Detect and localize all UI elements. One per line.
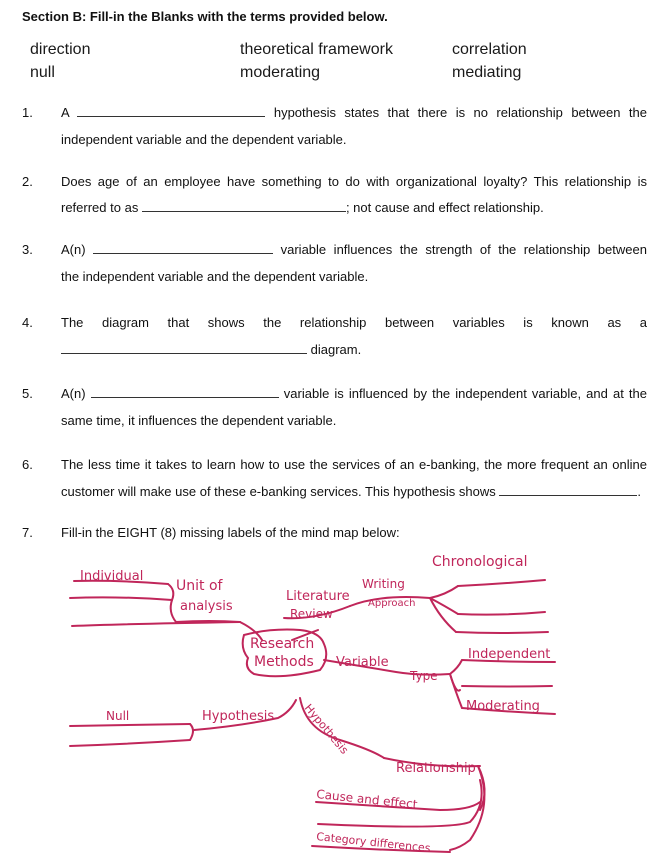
label-hypothesis-left: Hypothesis	[202, 709, 275, 724]
question-2-line-1: Does age of an employee have something to do with organizational loyalty? This relationship is	[61, 174, 647, 189]
label-writing: Writing	[362, 577, 405, 591]
label-null: Null	[106, 709, 130, 723]
question-number: 4.	[22, 315, 33, 330]
question-1-line-2: independent variable and the dependent variable.	[61, 132, 347, 147]
question-number: 3.	[22, 242, 33, 257]
term-mediating: mediating	[452, 64, 522, 81]
label-literature: Literature	[286, 589, 350, 604]
term-moderating: moderating	[240, 64, 321, 81]
answer-blank-1[interactable]	[77, 106, 265, 117]
branch-type-up	[450, 660, 462, 674]
label-chronological: Chronological	[432, 554, 528, 570]
answer-blank-3[interactable]	[93, 243, 273, 254]
branch-blank-right-2	[456, 632, 548, 633]
branch-approach-low	[430, 598, 456, 632]
branch-blank-left-2	[72, 622, 240, 626]
term-theoretical-framework: theoretical framework	[240, 41, 393, 58]
term-direction: direction	[30, 41, 91, 58]
term-null: null	[30, 64, 55, 81]
label-review: Review	[290, 607, 333, 621]
question-3-line-2: the independent variable and the dependent variable.	[61, 269, 369, 284]
branch-approach-up	[430, 586, 458, 598]
label-cause-effect: Cause and effect	[315, 787, 419, 812]
branch-blank-left-3	[70, 740, 190, 746]
label-methods: Methods	[254, 654, 314, 670]
branch-blank-right-1	[458, 612, 545, 615]
label-type: Type	[410, 669, 438, 683]
question-2-line-2: referred to as ; not cause and effect relationship.	[61, 200, 544, 215]
label-relationship: Relationship	[396, 761, 476, 776]
answer-blank-6[interactable]	[499, 485, 637, 496]
label-hypothesis-down: Hypothesis	[301, 701, 351, 757]
branch-unit-analysis	[176, 621, 240, 622]
branch-blank-right-3	[462, 686, 552, 687]
question-7-line-1: Fill-in the EIGHT (8) missing labels of the mind map below:	[61, 525, 400, 540]
question-3-line-1: A(n) variable influences the strength of the relationship between	[61, 242, 647, 257]
question-1-line-1: A hypothesis states that there is no relationship between the	[61, 105, 647, 120]
label-moderating: Moderating	[466, 699, 540, 714]
label-analysis: analysis	[180, 599, 233, 614]
question-4-line-2: diagram.	[61, 342, 361, 357]
label-individual: Individual	[80, 569, 144, 584]
question-4-line-1: The diagram that shows the relationship between variables is known as a	[61, 315, 647, 330]
question-6-line-2: customer will make use of these e-banking services. This hypothesis shows .	[61, 484, 641, 499]
answer-blank-4[interactable]	[61, 343, 307, 354]
question-number: 5.	[22, 386, 33, 401]
label-approach: Approach	[368, 598, 416, 609]
answer-blank-2[interactable]	[142, 201, 346, 212]
label-unit-of: Unit of	[176, 578, 223, 594]
question-number: 6.	[22, 457, 33, 472]
question-5-line-1: A(n) variable is influenced by the independent variable, and at the	[61, 386, 647, 401]
label-independent: Independent	[468, 647, 551, 662]
answer-blank-5[interactable]	[91, 387, 279, 398]
question-number: 7.	[22, 525, 33, 540]
branch-connector-left	[168, 584, 176, 622]
branch-type-mid	[450, 674, 460, 691]
question-number: 1.	[22, 105, 33, 120]
branch-blank-left-1	[70, 597, 172, 600]
term-correlation: correlation	[452, 41, 527, 58]
question-number: 2.	[22, 174, 33, 189]
mind-map	[0, 540, 666, 863]
branch-null	[70, 724, 190, 726]
section-title: Section B: Fill-in the Blanks with the terms provided below.	[22, 9, 388, 24]
label-category-differences: Category differences	[315, 830, 432, 855]
question-5-line-2: same time, it influences the dependent variable.	[61, 413, 337, 428]
question-6-line-1: The less time it takes to learn how to use the services of an e-banking, the more frequent an online	[61, 457, 647, 472]
branch-connector-null	[190, 724, 193, 740]
label-variable: Variable	[336, 655, 389, 670]
branch-chronological	[458, 580, 545, 586]
label-research: Research	[250, 636, 315, 652]
